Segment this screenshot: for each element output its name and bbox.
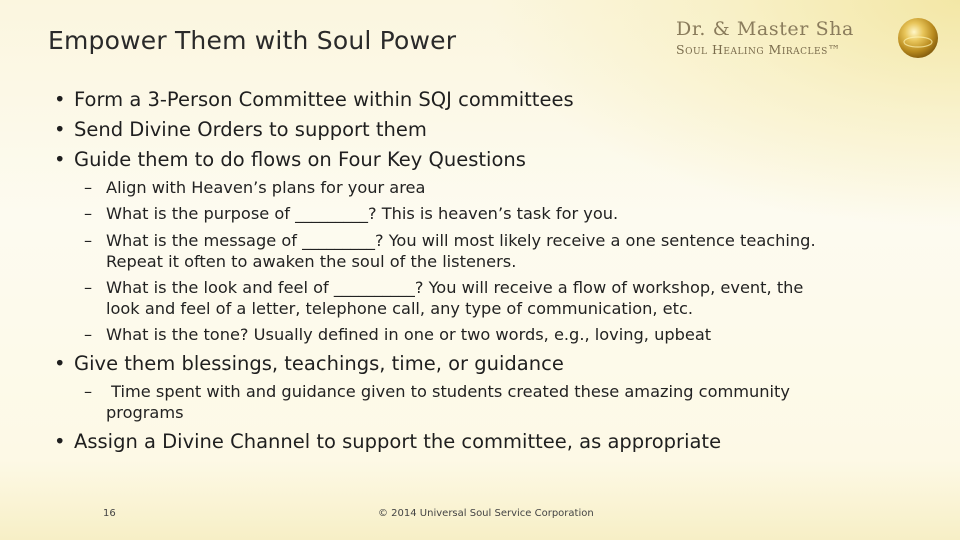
dash-marker: – <box>84 382 93 401</box>
dash-marker: – <box>84 278 93 297</box>
logo-name: Dr. & Master Sha <box>676 18 854 40</box>
sub-bullet-text: Time spent with and guidance given to students created these amazing community <box>106 382 790 401</box>
bullet-marker: • <box>54 148 66 171</box>
page-number: 16 <box>103 508 116 519</box>
bullet-text: Assign a Divine Channel to support the committee, as appropriate <box>74 430 722 453</box>
bullet-text: Form a 3-Person Committee within SQJ committees <box>74 88 574 111</box>
sub-bullet-text: What is the purpose of _________? This is heaven’s task for you. <box>106 204 619 223</box>
bullet-text: Guide them to do flows on Four Key Questions <box>74 148 526 171</box>
sub-bullet-text: Align with Heaven’s plans for your area <box>106 178 426 197</box>
sub-bullet-text-continued: look and feel of a letter, telephone call, any type of communication, etc. <box>106 299 694 318</box>
bullet-marker: • <box>54 118 66 141</box>
bullet-text: Give them blessings, teachings, time, or guidance <box>74 352 564 375</box>
logo-tagline: Soul Healing Miracles™ <box>676 42 841 57</box>
sub-bullet-text: What is the look and feel of __________? You will receive a flow of workshop, event, the <box>106 278 804 297</box>
sub-bullet-text-continued: programs <box>106 403 184 422</box>
bullet-marker: • <box>54 88 66 111</box>
sub-bullet-text: What is the tone? Usually defined in one or two words, e.g., loving, upbeat <box>106 325 712 344</box>
bullet-text: Send Divine Orders to support them <box>74 118 427 141</box>
dash-marker: – <box>84 231 93 250</box>
bullet-marker: • <box>54 352 66 375</box>
dash-marker: – <box>84 204 93 223</box>
copyright-notice: © 2014 Universal Soul Service Corporation <box>378 508 594 519</box>
slide-title: Empower Them with Soul Power <box>48 26 457 55</box>
dash-marker: – <box>84 178 93 197</box>
sub-bullet-text-continued: Repeat it often to awaken the soul of the listeners. <box>106 252 517 271</box>
bullet-marker: • <box>54 430 66 453</box>
dash-marker: – <box>84 325 93 344</box>
sub-bullet-text: What is the message of _________? You will most likely receive a one sentence teaching. <box>106 231 816 250</box>
